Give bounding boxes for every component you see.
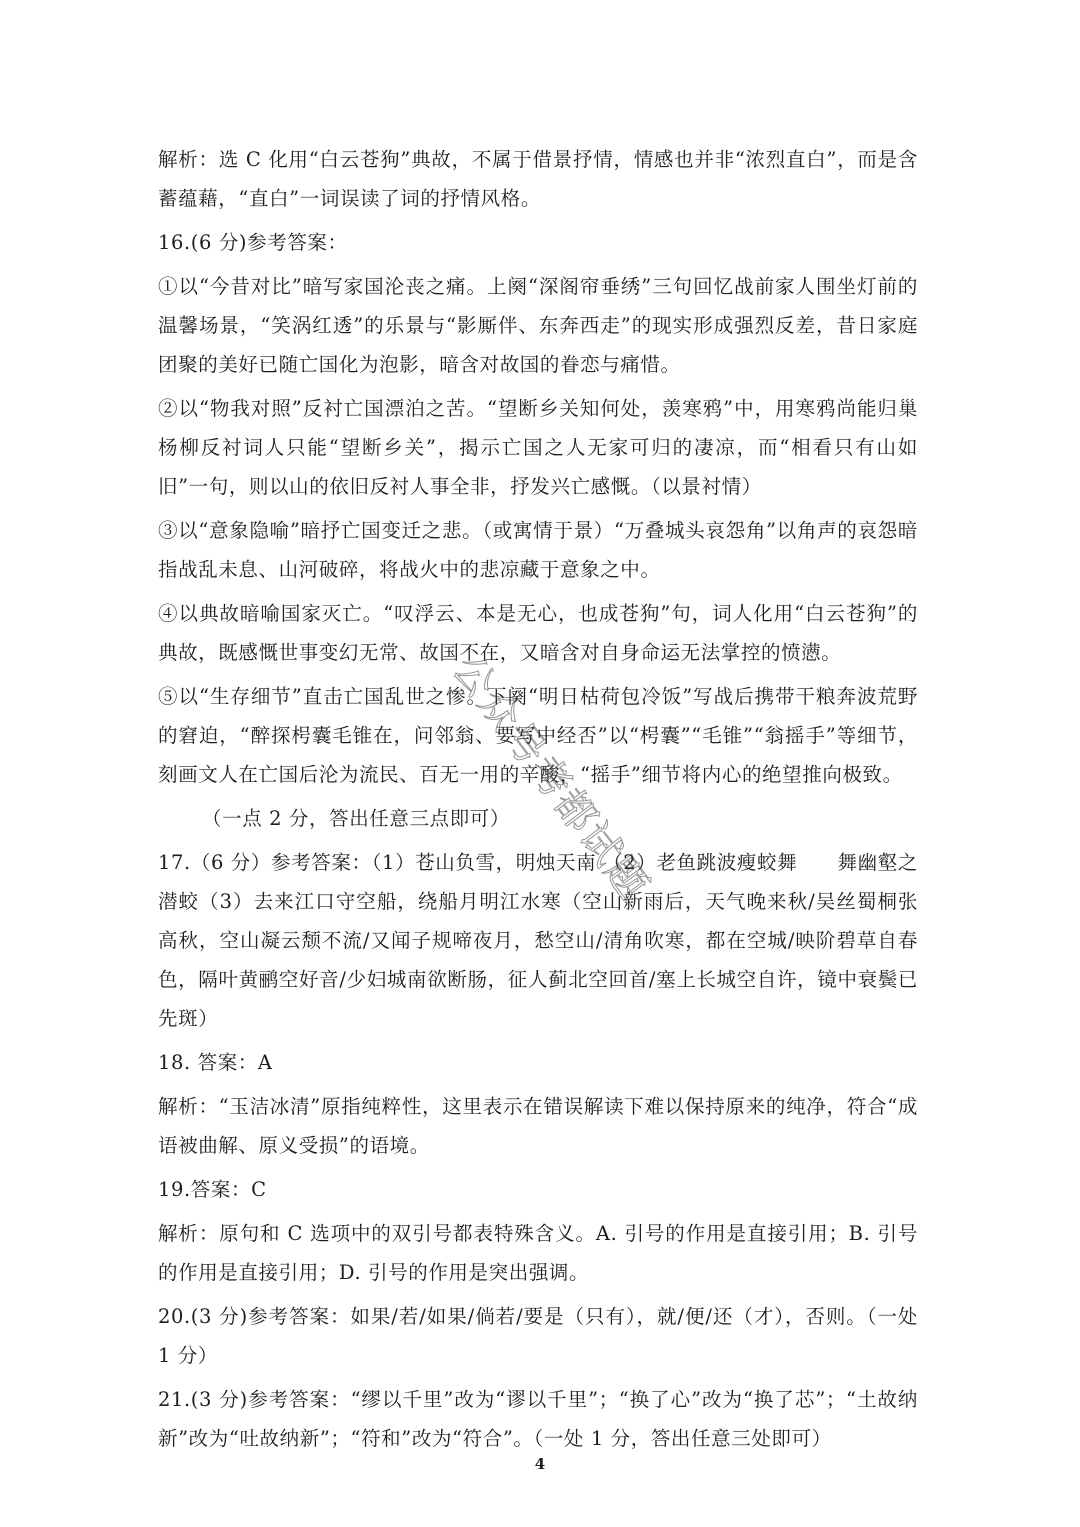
watermark-text: 公众号考都试题: [443, 646, 658, 910]
answer-18: 18. 答案：A: [158, 1051, 273, 1074]
document-body: [158, 140, 918, 1463]
answer-16-point-1: ①以“今昔对比”暗写家国沦丧之痛。上阕“深阁帘垂绣”三句回忆战前家人围坐灯前的温馨场景，“笑涡红透”的乐景与“影厮伴、东奔西走”的现实形成强烈反差，昔日家庭团聚的美好已随亡国化为泡影，暗含对故国的眷恋与痛惜。: [158, 275, 918, 376]
scoring-note-16: （一点 2 分，答出任意三点即可）: [202, 807, 511, 830]
analysis-18: 解析：“玉洁冰清”原指纯粹性，这里表示在错误解读下难以保持原来的纯净，符合“成语被曲解、原义受损”的语境。: [158, 1095, 918, 1157]
answer-20: 20.(3 分)参考答案：如果/若/如果/倘若/要是（只有），就/便/还（才），否则。（一处 1 分）: [158, 1305, 918, 1367]
page-number: 4: [534, 1455, 546, 1473]
answer-17: 17.（6 分）参考答案：（1）苍山负雪，明烛天南 （2）老鱼跳波瘦蛟舞 舞幽壑之潜蛟（3）去来江口守空船，绕船月明江水寒（空山新雨后，天气晚来秋/吴丝蜀桐张高秋，空山凝云颓不流/又闻子规啼夜月，愁空山/清角吹寒，都在空城/映阶碧草自春色，隔叶黄鹂空好音/少妇城南欲断肠，征人蓟北空回首/塞上长城空自许，镜中衰鬓已先斑）: [158, 851, 918, 1030]
answer-16-point-5: ⑤以“生存细节”直击亡国乱世之惨。下阕“明日枯荷包冷饭”写战后携带干粮奔波荒野的窘迫，“醉探枵囊毛锥在，问邻翁、要写中经否”以“枵囊”“毛锥”“翁摇手”等细节，刻画文人在亡国后沦为流民、百无一用的辛酸，“摇手”细节将内心的绝望推向极致。: [158, 685, 918, 786]
analysis-19: 解析：原句和 C 选项中的双引号都表特殊含义。A. 引号的作用是直接引用；B. 引号的作用是直接引用；D. 引号的作用是突出强调。: [158, 1222, 918, 1284]
analysis-15: 解析：选 C 化用“白云苍狗”典故，不属于借景抒情，情感也并非“浓烈直白”，而是含蓄蕴藉，“直白”一词误读了词的抒情风格。: [158, 148, 918, 210]
answer-16-point-2: ②以“物我对照”反衬亡国漂泊之苦。“望断乡关知何处，羡寒鸦”中，用寒鸦尚能归巢杨柳反衬词人只能“望断乡关”，揭示亡国之人无家可归的凄凉，而“相看只有山如旧”一句，则以山的依旧反衬人事全非，抒发兴亡感慨。（以景衬情）: [158, 397, 918, 498]
answer-16-point-4: ④以典故暗喻国家灭亡。“叹浮云、本是无心，也成苍狗”句，词人化用“白云苍狗”的典故，既感慨世事变幻无常、故国不在，又暗含对自身命运无法掌控的愤懑。: [158, 602, 918, 664]
answer-16-point-3: ③以“意象隐喻”暗抒亡国变迁之悲。（或寓情于景）“万叠城头哀怨角”以角声的哀怨暗指战乱未息、山河破碎，将战火中的悲凉藏于意象之中。: [158, 519, 918, 581]
answer-21: 21.(3 分)参考答案：“缪以千里”改为“谬以千里”；“换了心”改为“换了芯”；“土故纳新”改为“吐故纳新”；“符和”改为“符合”。（一处 1 分，答出任意三处即可）: [158, 1388, 918, 1450]
question-16-header: 16.(6 分)参考答案：: [158, 231, 348, 254]
answer-19: 19.答案：C: [158, 1178, 267, 1201]
